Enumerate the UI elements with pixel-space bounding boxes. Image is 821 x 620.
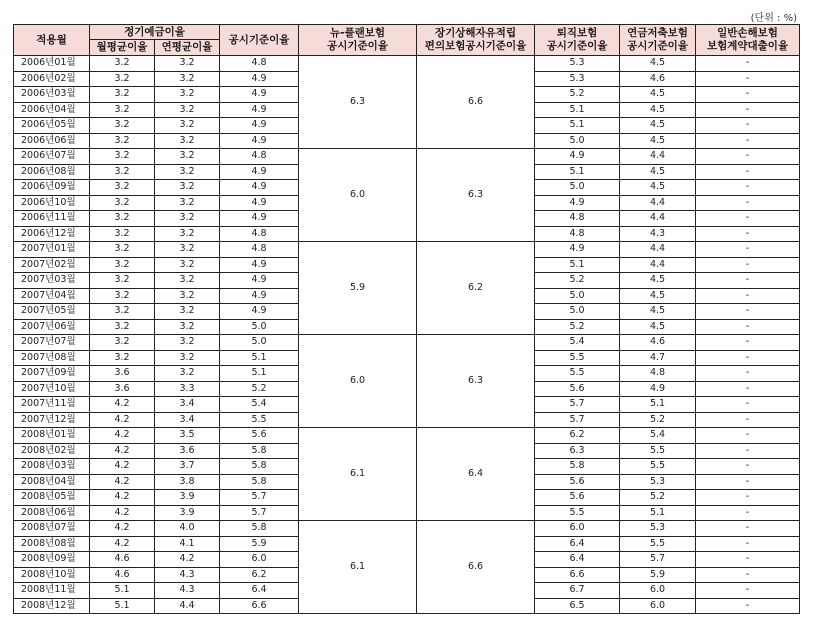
cell-month: 2006년12월 <box>14 226 90 242</box>
cell-retire: 6.0 <box>535 521 620 537</box>
header-general-line1: 일반손해보험 <box>717 27 778 39</box>
cell-longterm: 6.6 <box>417 56 535 149</box>
cell-pension: 4.5 <box>620 56 696 72</box>
cell-public-rate: 5.7 <box>220 490 299 506</box>
cell-public-rate: 5.6 <box>220 428 299 444</box>
cell-month: 2006년11월 <box>14 211 90 227</box>
cell-pension: 5.5 <box>620 443 696 459</box>
cell-retire: 5.2 <box>535 273 620 289</box>
cell-newplan: 6.0 <box>299 149 417 242</box>
cell-deposit-yearly: 3.5 <box>155 428 220 444</box>
cell-general: - <box>696 505 800 521</box>
cell-month: 2007년08월 <box>14 350 90 366</box>
cell-deposit-monthly: 4.2 <box>90 443 155 459</box>
cell-deposit-monthly: 3.2 <box>90 180 155 196</box>
cell-general: - <box>696 288 800 304</box>
cell-pension: 5.9 <box>620 567 696 583</box>
cell-public-rate: 5.7 <box>220 505 299 521</box>
cell-pension: 6.0 <box>620 598 696 614</box>
table-row <box>14 242 800 258</box>
cell-month: 2007년05월 <box>14 304 90 320</box>
cell-month: 2007년11월 <box>14 397 90 413</box>
cell-pension: 4.5 <box>620 87 696 103</box>
cell-deposit-yearly: 3.2 <box>155 335 220 351</box>
cell-general: - <box>696 598 800 614</box>
header-deposit-yearly: 연평균이율 <box>155 40 220 56</box>
cell-general: - <box>696 536 800 552</box>
header-pension <box>620 25 696 56</box>
cell-newplan: 6.1 <box>299 521 417 614</box>
cell-general: - <box>696 180 800 196</box>
cell-public-rate: 5.8 <box>220 521 299 537</box>
cell-retire: 5.6 <box>535 474 620 490</box>
cell-retire: 5.3 <box>535 56 620 72</box>
cell-general: - <box>696 226 800 242</box>
cell-deposit-yearly: 3.2 <box>155 304 220 320</box>
cell-deposit-monthly: 3.2 <box>90 56 155 72</box>
cell-retire: 5.0 <box>535 304 620 320</box>
cell-pension: 4.5 <box>620 273 696 289</box>
cell-public-rate: 5.4 <box>220 397 299 413</box>
cell-deposit-monthly: 3.2 <box>90 102 155 118</box>
cell-deposit-monthly: 4.2 <box>90 505 155 521</box>
cell-general: - <box>696 459 800 475</box>
header-retire-line2: 공시기준이율 <box>546 40 608 52</box>
cell-month: 2008년10월 <box>14 567 90 583</box>
cell-general: - <box>696 211 800 227</box>
cell-retire: 6.2 <box>535 428 620 444</box>
cell-pension: 4.5 <box>620 164 696 180</box>
cell-retire: 6.6 <box>535 567 620 583</box>
header-retire <box>535 25 620 56</box>
cell-pension: 4.5 <box>620 304 696 320</box>
cell-deposit-yearly: 3.9 <box>155 505 220 521</box>
cell-retire: 5.1 <box>535 164 620 180</box>
header-general-line2: 보험계약대출이율 <box>706 40 789 52</box>
cell-deposit-yearly: 4.3 <box>155 567 220 583</box>
cell-pension: 4.7 <box>620 350 696 366</box>
cell-deposit-monthly: 4.2 <box>90 521 155 537</box>
header-deposit-group: 정기예금이율 <box>90 25 220 40</box>
cell-public-rate: 4.9 <box>220 87 299 103</box>
cell-public-rate: 5.8 <box>220 459 299 475</box>
cell-pension: 5.5 <box>620 536 696 552</box>
cell-pension: 4.4 <box>620 149 696 165</box>
cell-month: 2008년03월 <box>14 459 90 475</box>
cell-retire: 5.6 <box>535 381 620 397</box>
cell-retire: 4.8 <box>535 211 620 227</box>
cell-deposit-yearly: 3.2 <box>155 288 220 304</box>
header-longterm-line2: 편의보험공시기준이율 <box>424 40 527 52</box>
cell-general: - <box>696 319 800 335</box>
cell-pension: 4.5 <box>620 319 696 335</box>
cell-deposit-yearly: 3.4 <box>155 397 220 413</box>
cell-deposit-monthly: 4.6 <box>90 552 155 568</box>
cell-general: - <box>696 397 800 413</box>
cell-public-rate: 6.2 <box>220 567 299 583</box>
cell-public-rate: 4.9 <box>220 257 299 273</box>
cell-deposit-yearly: 3.4 <box>155 412 220 428</box>
cell-public-rate: 4.9 <box>220 118 299 134</box>
cell-pension: 4.5 <box>620 133 696 149</box>
cell-month: 2008년07월 <box>14 521 90 537</box>
cell-public-rate: 4.8 <box>220 242 299 258</box>
cell-public-rate: 4.9 <box>220 273 299 289</box>
cell-general: - <box>696 428 800 444</box>
cell-retire: 5.2 <box>535 319 620 335</box>
cell-deposit-yearly: 3.2 <box>155 195 220 211</box>
cell-general: - <box>696 335 800 351</box>
cell-deposit-yearly: 3.2 <box>155 273 220 289</box>
table-row <box>14 521 800 537</box>
cell-pension: 4.6 <box>620 335 696 351</box>
cell-deposit-monthly: 3.2 <box>90 319 155 335</box>
cell-public-rate: 6.4 <box>220 583 299 599</box>
cell-public-rate: 5.1 <box>220 366 299 382</box>
cell-month: 2006년05월 <box>14 118 90 134</box>
cell-deposit-yearly: 3.6 <box>155 443 220 459</box>
cell-deposit-yearly: 3.2 <box>155 118 220 134</box>
cell-deposit-yearly: 3.2 <box>155 56 220 72</box>
cell-deposit-yearly: 4.2 <box>155 552 220 568</box>
cell-general: - <box>696 350 800 366</box>
cell-month: 2008년06월 <box>14 505 90 521</box>
cell-general: - <box>696 443 800 459</box>
cell-month: 2006년07월 <box>14 149 90 165</box>
cell-month: 2007년02월 <box>14 257 90 273</box>
cell-general: - <box>696 118 800 134</box>
cell-deposit-yearly: 3.2 <box>155 211 220 227</box>
cell-deposit-yearly: 3.2 <box>155 164 220 180</box>
cell-month: 2007년07월 <box>14 335 90 351</box>
cell-month: 2006년01월 <box>14 56 90 72</box>
cell-deposit-monthly: 3.2 <box>90 195 155 211</box>
cell-public-rate: 5.8 <box>220 443 299 459</box>
cell-general: - <box>696 490 800 506</box>
header-pension-line2: 공시기준이율 <box>627 40 688 52</box>
table-row <box>14 428 800 444</box>
cell-pension: 5.7 <box>620 552 696 568</box>
cell-public-rate: 4.9 <box>220 102 299 118</box>
table-row <box>14 335 800 351</box>
cell-general: - <box>696 149 800 165</box>
cell-deposit-yearly: 3.2 <box>155 180 220 196</box>
header-newplan-line1: 뉴-플랜보험 <box>329 27 386 39</box>
cell-newplan: 5.9 <box>299 242 417 335</box>
cell-deposit-monthly: 3.2 <box>90 304 155 320</box>
cell-pension: 4.8 <box>620 366 696 382</box>
header-general <box>696 25 800 56</box>
cell-deposit-yearly: 3.8 <box>155 474 220 490</box>
cell-public-rate: 4.8 <box>220 149 299 165</box>
cell-public-rate: 4.9 <box>220 71 299 87</box>
header-newplan-line2: 공시기준이율 <box>327 40 388 52</box>
cell-general: - <box>696 133 800 149</box>
cell-month: 2008년09월 <box>14 552 90 568</box>
cell-public-rate: 5.5 <box>220 412 299 428</box>
cell-month: 2007년09월 <box>14 366 90 382</box>
cell-deposit-monthly: 3.2 <box>90 242 155 258</box>
cell-public-rate: 4.9 <box>220 304 299 320</box>
cell-deposit-monthly: 4.2 <box>90 412 155 428</box>
header-month: 적용월 <box>14 25 90 56</box>
cell-deposit-monthly: 4.2 <box>90 459 155 475</box>
cell-general: - <box>696 412 800 428</box>
cell-public-rate: 6.0 <box>220 552 299 568</box>
cell-month: 2006년03월 <box>14 87 90 103</box>
cell-month: 2008년04월 <box>14 474 90 490</box>
cell-deposit-monthly: 3.2 <box>90 118 155 134</box>
header-pension-line1: 연금저축보험 <box>627 27 688 39</box>
cell-deposit-monthly: 5.1 <box>90 583 155 599</box>
cell-public-rate: 5.8 <box>220 474 299 490</box>
cell-longterm: 6.3 <box>417 149 535 242</box>
cell-public-rate: 4.9 <box>220 164 299 180</box>
cell-pension: 5.2 <box>620 412 696 428</box>
cell-public-rate: 4.9 <box>220 180 299 196</box>
cell-general: - <box>696 474 800 490</box>
cell-deposit-monthly: 3.2 <box>90 288 155 304</box>
header-longterm-line1: 장기상해자유적립 <box>434 27 517 39</box>
cell-month: 2007년12월 <box>14 412 90 428</box>
cell-deposit-yearly: 3.2 <box>155 226 220 242</box>
cell-pension: 4.5 <box>620 180 696 196</box>
unit-label: (단위 : %) <box>750 13 797 24</box>
cell-deposit-yearly: 3.2 <box>155 257 220 273</box>
cell-public-rate: 5.0 <box>220 319 299 335</box>
cell-longterm: 6.3 <box>417 335 535 428</box>
cell-retire: 6.3 <box>535 443 620 459</box>
cell-pension: 4.5 <box>620 102 696 118</box>
cell-deposit-monthly: 3.2 <box>90 350 155 366</box>
cell-deposit-monthly: 4.2 <box>90 536 155 552</box>
cell-pension: 5.1 <box>620 505 696 521</box>
cell-retire: 4.9 <box>535 149 620 165</box>
cell-pension: 5.4 <box>620 428 696 444</box>
cell-month: 2006년10월 <box>14 195 90 211</box>
cell-retire: 5.4 <box>535 335 620 351</box>
cell-public-rate: 4.8 <box>220 56 299 72</box>
cell-retire: 5.1 <box>535 118 620 134</box>
cell-public-rate: 4.9 <box>220 211 299 227</box>
cell-deposit-yearly: 3.2 <box>155 319 220 335</box>
cell-deposit-yearly: 4.0 <box>155 521 220 537</box>
cell-deposit-monthly: 4.2 <box>90 428 155 444</box>
cell-deposit-yearly: 3.2 <box>155 71 220 87</box>
cell-public-rate: 5.1 <box>220 350 299 366</box>
cell-pension: 4.3 <box>620 226 696 242</box>
cell-pension: 4.4 <box>620 257 696 273</box>
cell-deposit-monthly: 4.6 <box>90 567 155 583</box>
cell-deposit-yearly: 4.3 <box>155 583 220 599</box>
cell-pension: 4.5 <box>620 288 696 304</box>
cell-month: 2008년11월 <box>14 583 90 599</box>
table-body <box>14 56 800 614</box>
cell-deposit-monthly: 3.2 <box>90 226 155 242</box>
cell-retire: 5.0 <box>535 180 620 196</box>
cell-month: 2008년12월 <box>14 598 90 614</box>
cell-retire: 5.0 <box>535 133 620 149</box>
cell-general: - <box>696 583 800 599</box>
cell-pension: 5.1 <box>620 397 696 413</box>
cell-general: - <box>696 102 800 118</box>
cell-deposit-monthly: 3.2 <box>90 335 155 351</box>
cell-public-rate: 4.9 <box>220 195 299 211</box>
header-public-rate: 공시기준이율 <box>220 25 299 56</box>
cell-deposit-yearly: 4.1 <box>155 536 220 552</box>
cell-general: - <box>696 552 800 568</box>
cell-deposit-monthly: 3.2 <box>90 273 155 289</box>
cell-deposit-monthly: 3.2 <box>90 257 155 273</box>
cell-general: - <box>696 257 800 273</box>
cell-pension: 4.5 <box>620 118 696 134</box>
interest-rate-table <box>13 24 800 614</box>
cell-retire: 5.0 <box>535 288 620 304</box>
cell-retire: 6.4 <box>535 552 620 568</box>
cell-pension: 5.3 <box>620 521 696 537</box>
cell-retire: 5.6 <box>535 490 620 506</box>
table-row <box>14 56 800 72</box>
cell-longterm: 6.6 <box>417 521 535 614</box>
cell-deposit-yearly: 4.4 <box>155 598 220 614</box>
cell-deposit-yearly: 3.2 <box>155 149 220 165</box>
cell-deposit-yearly: 3.2 <box>155 366 220 382</box>
cell-public-rate: 4.8 <box>220 226 299 242</box>
cell-newplan: 6.0 <box>299 335 417 428</box>
header-deposit-monthly: 월평균이율 <box>90 40 155 56</box>
cell-pension: 6.0 <box>620 583 696 599</box>
cell-deposit-monthly: 3.2 <box>90 211 155 227</box>
cell-retire: 5.8 <box>535 459 620 475</box>
cell-retire: 4.9 <box>535 242 620 258</box>
cell-pension: 5.5 <box>620 459 696 475</box>
cell-general: - <box>696 71 800 87</box>
cell-deposit-monthly: 5.1 <box>90 598 155 614</box>
cell-pension: 4.4 <box>620 211 696 227</box>
cell-deposit-monthly: 3.6 <box>90 366 155 382</box>
cell-pension: 5.2 <box>620 490 696 506</box>
cell-month: 2006년08월 <box>14 164 90 180</box>
cell-public-rate: 6.6 <box>220 598 299 614</box>
cell-public-rate: 5.2 <box>220 381 299 397</box>
cell-retire: 5.7 <box>535 397 620 413</box>
cell-retire: 5.7 <box>535 412 620 428</box>
cell-deposit-monthly: 4.2 <box>90 397 155 413</box>
cell-longterm: 6.4 <box>417 428 535 521</box>
cell-retire: 5.1 <box>535 257 620 273</box>
cell-retire: 5.5 <box>535 366 620 382</box>
cell-deposit-monthly: 4.2 <box>90 474 155 490</box>
cell-month: 2006년09월 <box>14 180 90 196</box>
table-row <box>14 149 800 165</box>
cell-longterm: 6.2 <box>417 242 535 335</box>
cell-month: 2008년02월 <box>14 443 90 459</box>
header-newplan <box>299 25 417 56</box>
cell-newplan: 6.3 <box>299 56 417 149</box>
cell-month: 2008년01월 <box>14 428 90 444</box>
cell-deposit-monthly: 3.2 <box>90 133 155 149</box>
cell-deposit-yearly: 3.2 <box>155 102 220 118</box>
cell-month: 2007년06월 <box>14 319 90 335</box>
cell-retire: 5.1 <box>535 102 620 118</box>
cell-deposit-yearly: 3.2 <box>155 87 220 103</box>
cell-retire: 6.7 <box>535 583 620 599</box>
cell-month: 2008년08월 <box>14 536 90 552</box>
cell-deposit-yearly: 3.2 <box>155 242 220 258</box>
cell-retire: 5.5 <box>535 505 620 521</box>
cell-deposit-yearly: 3.2 <box>155 133 220 149</box>
cell-public-rate: 4.9 <box>220 133 299 149</box>
cell-retire: 6.4 <box>535 536 620 552</box>
cell-pension: 4.4 <box>620 242 696 258</box>
cell-deposit-monthly: 4.2 <box>90 490 155 506</box>
cell-pension: 4.9 <box>620 381 696 397</box>
cell-deposit-monthly: 3.2 <box>90 71 155 87</box>
cell-deposit-yearly: 3.9 <box>155 490 220 506</box>
cell-month: 2006년04월 <box>14 102 90 118</box>
cell-general: - <box>696 273 800 289</box>
cell-retire: 5.5 <box>535 350 620 366</box>
cell-general: - <box>696 366 800 382</box>
table-header <box>14 25 800 56</box>
cell-month: 2007년10월 <box>14 381 90 397</box>
cell-deposit-yearly: 3.7 <box>155 459 220 475</box>
cell-deposit-yearly: 3.2 <box>155 350 220 366</box>
cell-general: - <box>696 87 800 103</box>
header-longterm <box>417 25 535 56</box>
cell-general: - <box>696 242 800 258</box>
cell-retire: 5.3 <box>535 71 620 87</box>
cell-public-rate: 5.9 <box>220 536 299 552</box>
cell-pension: 4.6 <box>620 71 696 87</box>
cell-general: - <box>696 195 800 211</box>
cell-month: 2007년03월 <box>14 273 90 289</box>
cell-deposit-monthly: 3.2 <box>90 149 155 165</box>
cell-general: - <box>696 567 800 583</box>
cell-month: 2006년06월 <box>14 133 90 149</box>
cell-general: - <box>696 521 800 537</box>
cell-deposit-monthly: 3.2 <box>90 164 155 180</box>
cell-pension: 4.4 <box>620 195 696 211</box>
cell-general: - <box>696 381 800 397</box>
cell-public-rate: 4.9 <box>220 288 299 304</box>
header-retire-line1: 퇴직보험 <box>556 27 598 39</box>
cell-general: - <box>696 304 800 320</box>
cell-deposit-monthly: 3.2 <box>90 87 155 103</box>
cell-month: 2008년05월 <box>14 490 90 506</box>
cell-retire: 4.8 <box>535 226 620 242</box>
cell-retire: 6.5 <box>535 598 620 614</box>
cell-retire: 4.9 <box>535 195 620 211</box>
cell-general: - <box>696 56 800 72</box>
cell-month: 2006년02월 <box>14 71 90 87</box>
cell-deposit-yearly: 3.3 <box>155 381 220 397</box>
cell-general: - <box>696 164 800 180</box>
cell-deposit-monthly: 3.6 <box>90 381 155 397</box>
cell-pension: 5.3 <box>620 474 696 490</box>
cell-retire: 5.2 <box>535 87 620 103</box>
cell-month: 2007년04월 <box>14 288 90 304</box>
cell-public-rate: 5.0 <box>220 335 299 351</box>
cell-newplan: 6.1 <box>299 428 417 521</box>
cell-month: 2007년01월 <box>14 242 90 258</box>
